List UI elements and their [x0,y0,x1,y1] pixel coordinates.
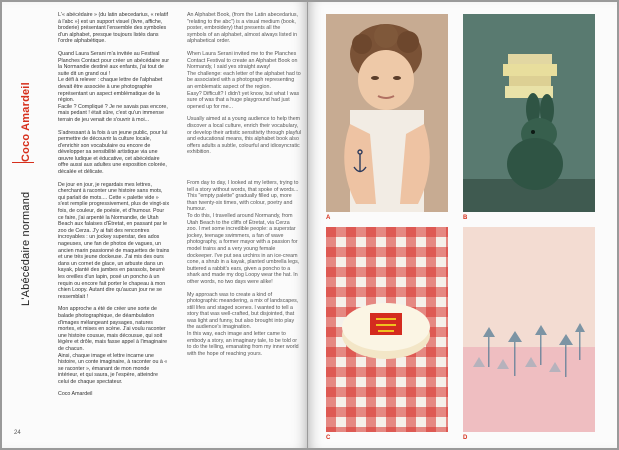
french-paragraph: Quand Laura Serani m'a invitée au Festival Planches Contact pour créer un abécédaire sur la Normandie destiné aux enfants, j'ai tout de suite dit un grand oui ! Le défi à relever : chaque lettre de l'alphabet devait être associée à une photographie représentant un aspect emblématique de la région. Facile ? Compliqué ? Je ne savais pas encore, mais pedant ! était sûre, c'est qu'un immense terrain de jeu venait de s'ouvrir à moi... [58,50,170,123]
photo-c-camembert [326,227,448,432]
camembert-illustration [326,227,448,432]
signature: Coco Amardeil [58,391,93,398]
title-sidebar-block [12,166,34,306]
french-paragraph: De jour en jour, je regardais mes lettres, cherchant à raconter une histoire sans mots, qui parlait de mots.... Cette « palette vide » s'est remplie progressivement, plus de vingt-six fois, de couleur, de poésie, et d'humour. Pour ce faire, j'ai arpenté la Normandie, de Utah Beach aux falaises d'Étretat, en passant par le zoo de Cerza. J'y ai fait des rencontres incroyables : un jockey superstar, des ados nageuses, une fan de photos de vagues, un ancien marin passionné de maquettes de trains et une très jeune dockeuse. J'ai mis des ours dans un cornet de glace, un arbuste dans un kayak, planté des jambes en parasols, beurré les oreilles d'un lapin, posé un poncho à un requin ou encore fait porter le chapeau à mon chien Loopy. Autant dire qu'aucun jour ne se ressemblait ! [58,181,170,300]
umbrellas-illustration [463,227,595,432]
caption-b: B [463,215,468,221]
child-illustration [326,14,448,212]
photo-d-umbrellas [463,227,595,432]
english-continued-text [187,180,301,363]
author-sidebar-block [12,82,34,162]
french-paragraph: Mon approche a été de créer une sorte de balade photographique, de déambulation d'images mélangeant paysages, natures mortes, et mises en scène. J'ai voulu raconter une histoire cousue, mais décousue, qui soit légère et drôle, mais fasse appel à l'imaginaire de chacun. Ainsi, chaque image et lettre incarne une histoire, un conte imaginaire, à raconter ou à « se raconter », émanant de mon monde intérieur, et qui saura, je l'espère, atteindre celui de chaque spectateur. [58,306,168,385]
photo-a-child [326,14,448,212]
french-paragraph: L'« abécédaire » (du latin abecedarius, « relatif à l'abc ») est un support visuel (livre, affiche, broderie) présentant l'ensemble des symboles d'un alphabet, presque toujours listés dans l'ordre alphabétique. [58,12,168,45]
caption-c: C [326,435,331,441]
sidebar-author: Coco Amardeil [20,82,32,162]
sidebar-divider [12,162,34,163]
english-paragraph-continued: My approach was to create a kind of photographic meandering, a mix of landscapes, still lifes and staged scenes. I wanted to tell a story that was well-crafted, but disjointed, that was light and funny, but also brought into play the audience's imagination. In this way, each image and letter came to embody a story, an imaginary tale, to be told or to do the telling, emanating from my inner world with the hope of reaching yours. [187,291,299,357]
photo-b-rabbit [463,14,595,212]
english-paragraph-continued: From day to day, I looked at my letters, trying to tell a story without words, that spoke of words... This "empty palette" gradually filled up, more than twenty-six times, with colour, poetry and humour. To do this, I travelled around Normandy, from Utah Beach to the cliffs of Étretat, via Cerza zoo. I met some incredible people: a superstar jockey, teenage swimmers, a fan of wave photography, a former mayor with a passion for model trains and a very young female dockeeper. I've put sea urchins in an ice-cream cone, a shrub in a kayak, planted umbrella legs, buttered a rabbit's ears, given a poncho to a shark and made my dog Loopy wear the hat. In other words, no two days were alike! [187,180,300,285]
vertical-sidebar [12,82,34,306]
english-paragraph: When Laura Serani invited me to the Planches Contact Festival to create an Alphabet Book on Normandy, I said yes straight away! The challenge: each letter of the alphabet had to be associated with a photograph representing an emblematic aspect of the region. Easy? Difficult? I didn't yet know, but what I was sure of was that a huge playground had just opened up for me... [187,50,301,110]
english-paragraph: Usually aimed at a young audience to help them discover a local culture, enrich their vocabulary, or develop their artistic sensitivity through playful and educational means, this alphabet book also offers adults a subtle, colourful and idiosyncratic exhibition. [187,116,301,156]
french-paragraph: S'adressant à la fois à un jeune public, pour lui permettre de découvrir la culture locale, d'enrichir son vocabulaire ou encore de développer sa sensibilité artistique via une œuvre ludique et éducative, cet abécédaire offre aussi aux adultes une exposition colorée, décalée et délicate. [58,129,168,176]
right-page [308,2,617,448]
caption-a: A [326,215,331,221]
english-text-column [187,12,301,162]
english-paragraph: An Alphabet Book, (from the Latin abecedarius, "relating to the abc") is a visual medium (book, poster, embroidery) that presents all the symbols of an alphabet, almost always listed in alphabetical order. [187,12,299,45]
rabbit-illustration [463,14,595,212]
sidebar-title: L'Abécédaire normand [20,191,32,306]
caption-d: D [463,435,468,441]
french-text-column [58,12,170,404]
page-number: 24 [14,430,21,436]
